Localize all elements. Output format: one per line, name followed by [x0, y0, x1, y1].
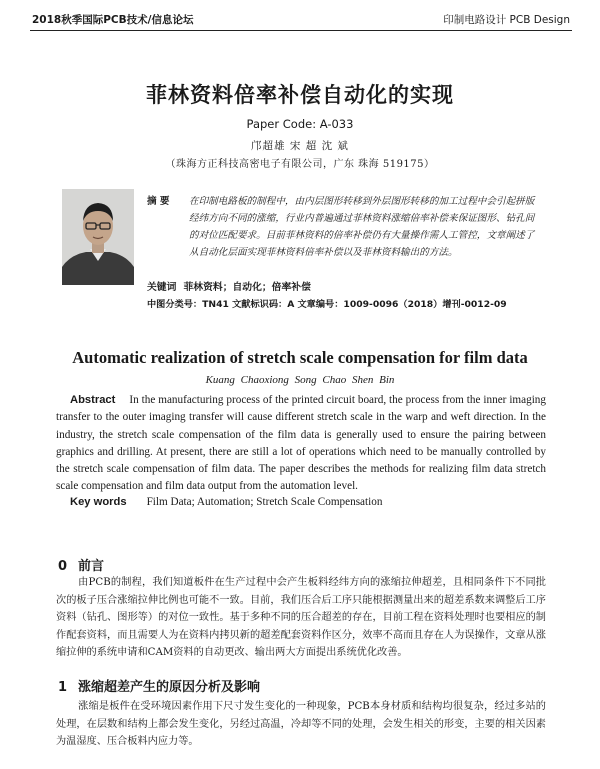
header-forum-name: 2018秋季国际PCB技术/信息论坛	[32, 14, 194, 26]
section-0-title: 前言	[78, 559, 105, 574]
header-rule	[30, 30, 572, 31]
abstract-cn-text: 在印制电路板的制程中，由内层图形转移到外层图形转移的加工过程中会引起拼版经纬方向不同的涨缩，行业内普遍通过菲林资料涨缩倍率补偿来保证图形、钻孔间的对位匹配要求。目前菲林资料的倍率补偿仍有大量操作需人工管控，文章阐述了从自动化层面实现菲林资料倍率补偿以及菲林资料输出的方法。	[189, 196, 535, 258]
section-0-heading	[58, 555, 104, 574]
abstract-en-text: In the manufacturing process of the printed circuit board, the process from the inner imaging transfer to the outer imaging transfer will cause different stretch scale in the warp and weft direction. In the industry, the stretch scale compensation of the film data is generally used to ensure the pairing between graphics and drilling. At present, there are still a lot of operations which need to be manually controlled by the stretch scale compensation of film data. The paper describes the methods for realizing film data stretch scale compensation and film data output from the automation level.	[56, 394, 546, 493]
keywords-cn-text: 菲林资料；自动化；倍率补偿	[183, 282, 311, 293]
paper-title-cn: 菲林资料倍率补偿自动化的实现	[146, 83, 454, 107]
abstract-cn-label: 摘 要	[147, 196, 170, 207]
section-1-text: 涨缩是板件在受环境因素作用下尺寸发生变化的一种现象，PCB本身材质和结构均很复杂，经过多站的处理，在层数和结构上都会发生变化，另经过高温，冷却等不同的处理，会发生相关的形变，主要的相关因素为温湿度、压合板料内应力等。	[56, 701, 546, 748]
authors-en: Kuang Chaoxiong Song Chao Shen Bin	[205, 374, 395, 386]
section-0-text: 由PCB的制程，我们知道板件在生产过程中会产生板料经纬方向的涨缩拉伸超差，且相同条件下不同批次的板子压合涨缩拉伸比例也可能不一致。目前，我们压合后工序只能根据测量出来的超差系数来调整后工序资料（钻孔、图形等）的对位一致性。基于多种不同的压合超差的存在，目前工程在资料处理时也要相应的制作配套资料，而且需要人为在资料内拷贝新的超差配套资料作区分，效率不高而且存在人为误操作，文章从涨缩拉伸的系统申请和CAM资料的自动更改、输出两大方面提出系统优化改善。	[56, 577, 546, 659]
section-1-number: 1	[58, 680, 68, 695]
author-photo	[62, 189, 134, 285]
keywords-en-text: Film Data; Automation; Stretch Scale Compensation	[146, 496, 383, 508]
keywords-en	[70, 496, 382, 508]
keywords-cn	[147, 279, 315, 293]
abstract-en	[56, 392, 546, 496]
paper-title-en: Automatic realization of stretch scale compensation for film data	[72, 348, 528, 367]
section-1-paragraph	[56, 698, 546, 751]
authors-cn: 邝超雄 宋 超 沈 斌	[251, 140, 349, 152]
header-column-name: 印制电路设计 PCB Design	[443, 14, 570, 26]
affiliation-cn: （珠海方正科技高密电子有限公司，广东 珠海 519175）	[165, 159, 435, 170]
section-0-paragraph	[56, 574, 546, 662]
keywords-cn-label: 关键词	[147, 282, 177, 293]
classification-cn: 中图分类号：TN41 文献标识码：A 文章编号：1009-0096（2018）增刊-0012-09	[147, 299, 507, 310]
abstract-cn	[147, 193, 541, 261]
abstract-en-label: Abstract	[70, 394, 116, 406]
section-1-heading	[58, 676, 260, 695]
keywords-en-label: Key words	[70, 496, 127, 508]
running-header	[32, 12, 570, 28]
section-1-title: 涨缩超差产生的原因分析及影响	[78, 680, 261, 695]
paper-code: Paper Code: A-033	[246, 117, 354, 131]
section-0-number: 0	[58, 559, 68, 574]
